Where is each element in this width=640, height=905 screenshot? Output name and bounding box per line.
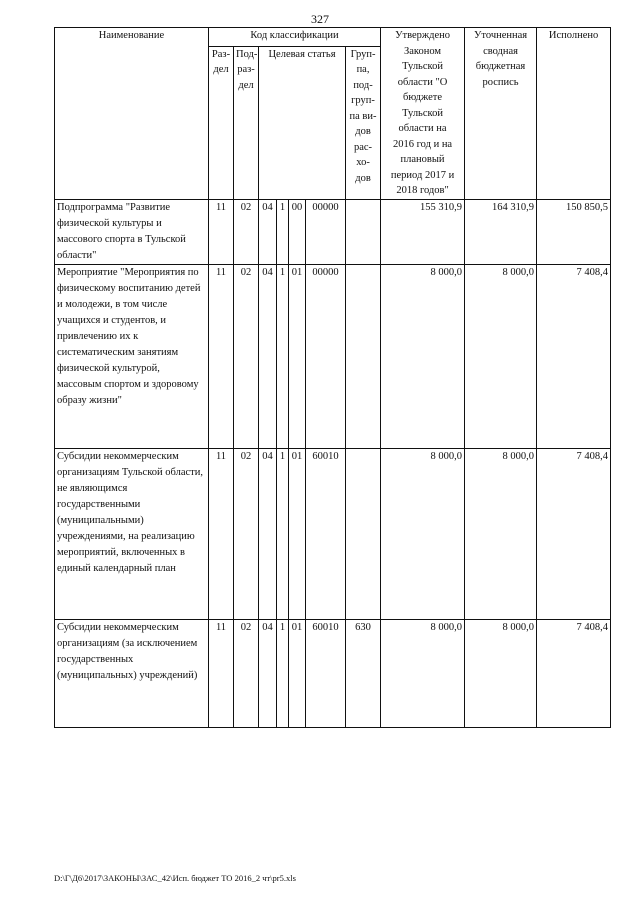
row-target-3: 01 (289, 448, 306, 619)
row-executed: 150 850,5 (537, 199, 611, 264)
row-approved: 8 000,0 (381, 264, 465, 448)
row-target-2: 1 (277, 619, 289, 727)
table-row (55, 448, 611, 619)
row-target-4: 60010 (306, 619, 346, 727)
page-number: 327 (311, 12, 329, 26)
header-name: Наименование (55, 28, 209, 200)
row-expense-type (346, 448, 381, 619)
row-approved: 8 000,0 (381, 619, 465, 727)
row-razdel: 11 (209, 264, 234, 448)
row-target-4: 00000 (306, 199, 346, 264)
row-target-2: 1 (277, 264, 289, 448)
header-target-article: Целевая статья (259, 46, 346, 199)
row-target-1: 04 (259, 199, 277, 264)
row-podrazdel: 02 (234, 448, 259, 619)
row-refined: 8 000,0 (465, 264, 537, 448)
row-target-1: 04 (259, 619, 277, 727)
row-target-3: 01 (289, 264, 306, 448)
row-razdel: 11 (209, 199, 234, 264)
row-podrazdel: 02 (234, 264, 259, 448)
row-target-2: 1 (277, 448, 289, 619)
row-executed: 7 408,4 (537, 619, 611, 727)
header-expense-type-group: Груп- па, под- груп- па ви- дов рас- хо- дов (346, 46, 381, 199)
row-name: Субсидии некоммерческим организациям Тульской области, не являющимся государственными (муниципальными) учреждениями, на реализацию мероприятий, включенных в единый календарный план (55, 448, 209, 619)
row-expense-type: 630 (346, 619, 381, 727)
header-row-1 (55, 28, 611, 47)
table-row (55, 619, 611, 727)
row-executed: 7 408,4 (537, 264, 611, 448)
header-approved: Утверждено Законом Тульской области "О бюджете Тульской области на 2016 год и на плановый период 2017 и 2018 годов" (381, 28, 465, 200)
row-razdel: 11 (209, 448, 234, 619)
row-target-4: 60010 (306, 448, 346, 619)
row-target-1: 04 (259, 264, 277, 448)
header-refined: Уточненная сводная бюджетная роспись (465, 28, 537, 200)
file-path-footer: D:\Г\Д6\2017\ЗАКОНЫ\ЗАС_42\Исп. бюджет ТО 2016_2 чт\pr5.xls (54, 873, 296, 883)
row-podrazdel: 02 (234, 619, 259, 727)
row-approved: 8 000,0 (381, 448, 465, 619)
row-razdel: 11 (209, 619, 234, 727)
row-target-1: 04 (259, 448, 277, 619)
row-refined: 8 000,0 (465, 448, 537, 619)
row-target-3: 00 (289, 199, 306, 264)
row-target-3: 01 (289, 619, 306, 727)
row-executed: 7 408,4 (537, 448, 611, 619)
table-row (55, 199, 611, 264)
row-refined: 164 310,9 (465, 199, 537, 264)
row-approved: 155 310,9 (381, 199, 465, 264)
row-target-4: 00000 (306, 264, 346, 448)
table-row (55, 264, 611, 448)
row-name: Мероприятие "Мероприятия по физическому воспитанию детей и молодежи, в том числе учащихся и студентов, и привлечению их к систематическим занятиям физической культурой, массовым спортом и здоровому образу жизни" (55, 264, 209, 448)
header-razdel: Раз- дел (209, 46, 234, 199)
row-target-2: 1 (277, 199, 289, 264)
row-podrazdel: 02 (234, 199, 259, 264)
header-executed: Исполнено (537, 28, 611, 200)
row-expense-type (346, 264, 381, 448)
row-name: Подпрограмма "Развитие физической культуры и массового спорта в Тульской области" (55, 199, 209, 264)
header-podrazdel: Под- раз- дел (234, 46, 259, 199)
header-code-group: Код классификации (209, 28, 381, 47)
row-expense-type (346, 199, 381, 264)
row-refined: 8 000,0 (465, 619, 537, 727)
row-name: Субсидии некоммерческим организациям (за исключением государственных (муниципальных) учреждений) (55, 619, 209, 727)
budget-table (54, 27, 611, 728)
